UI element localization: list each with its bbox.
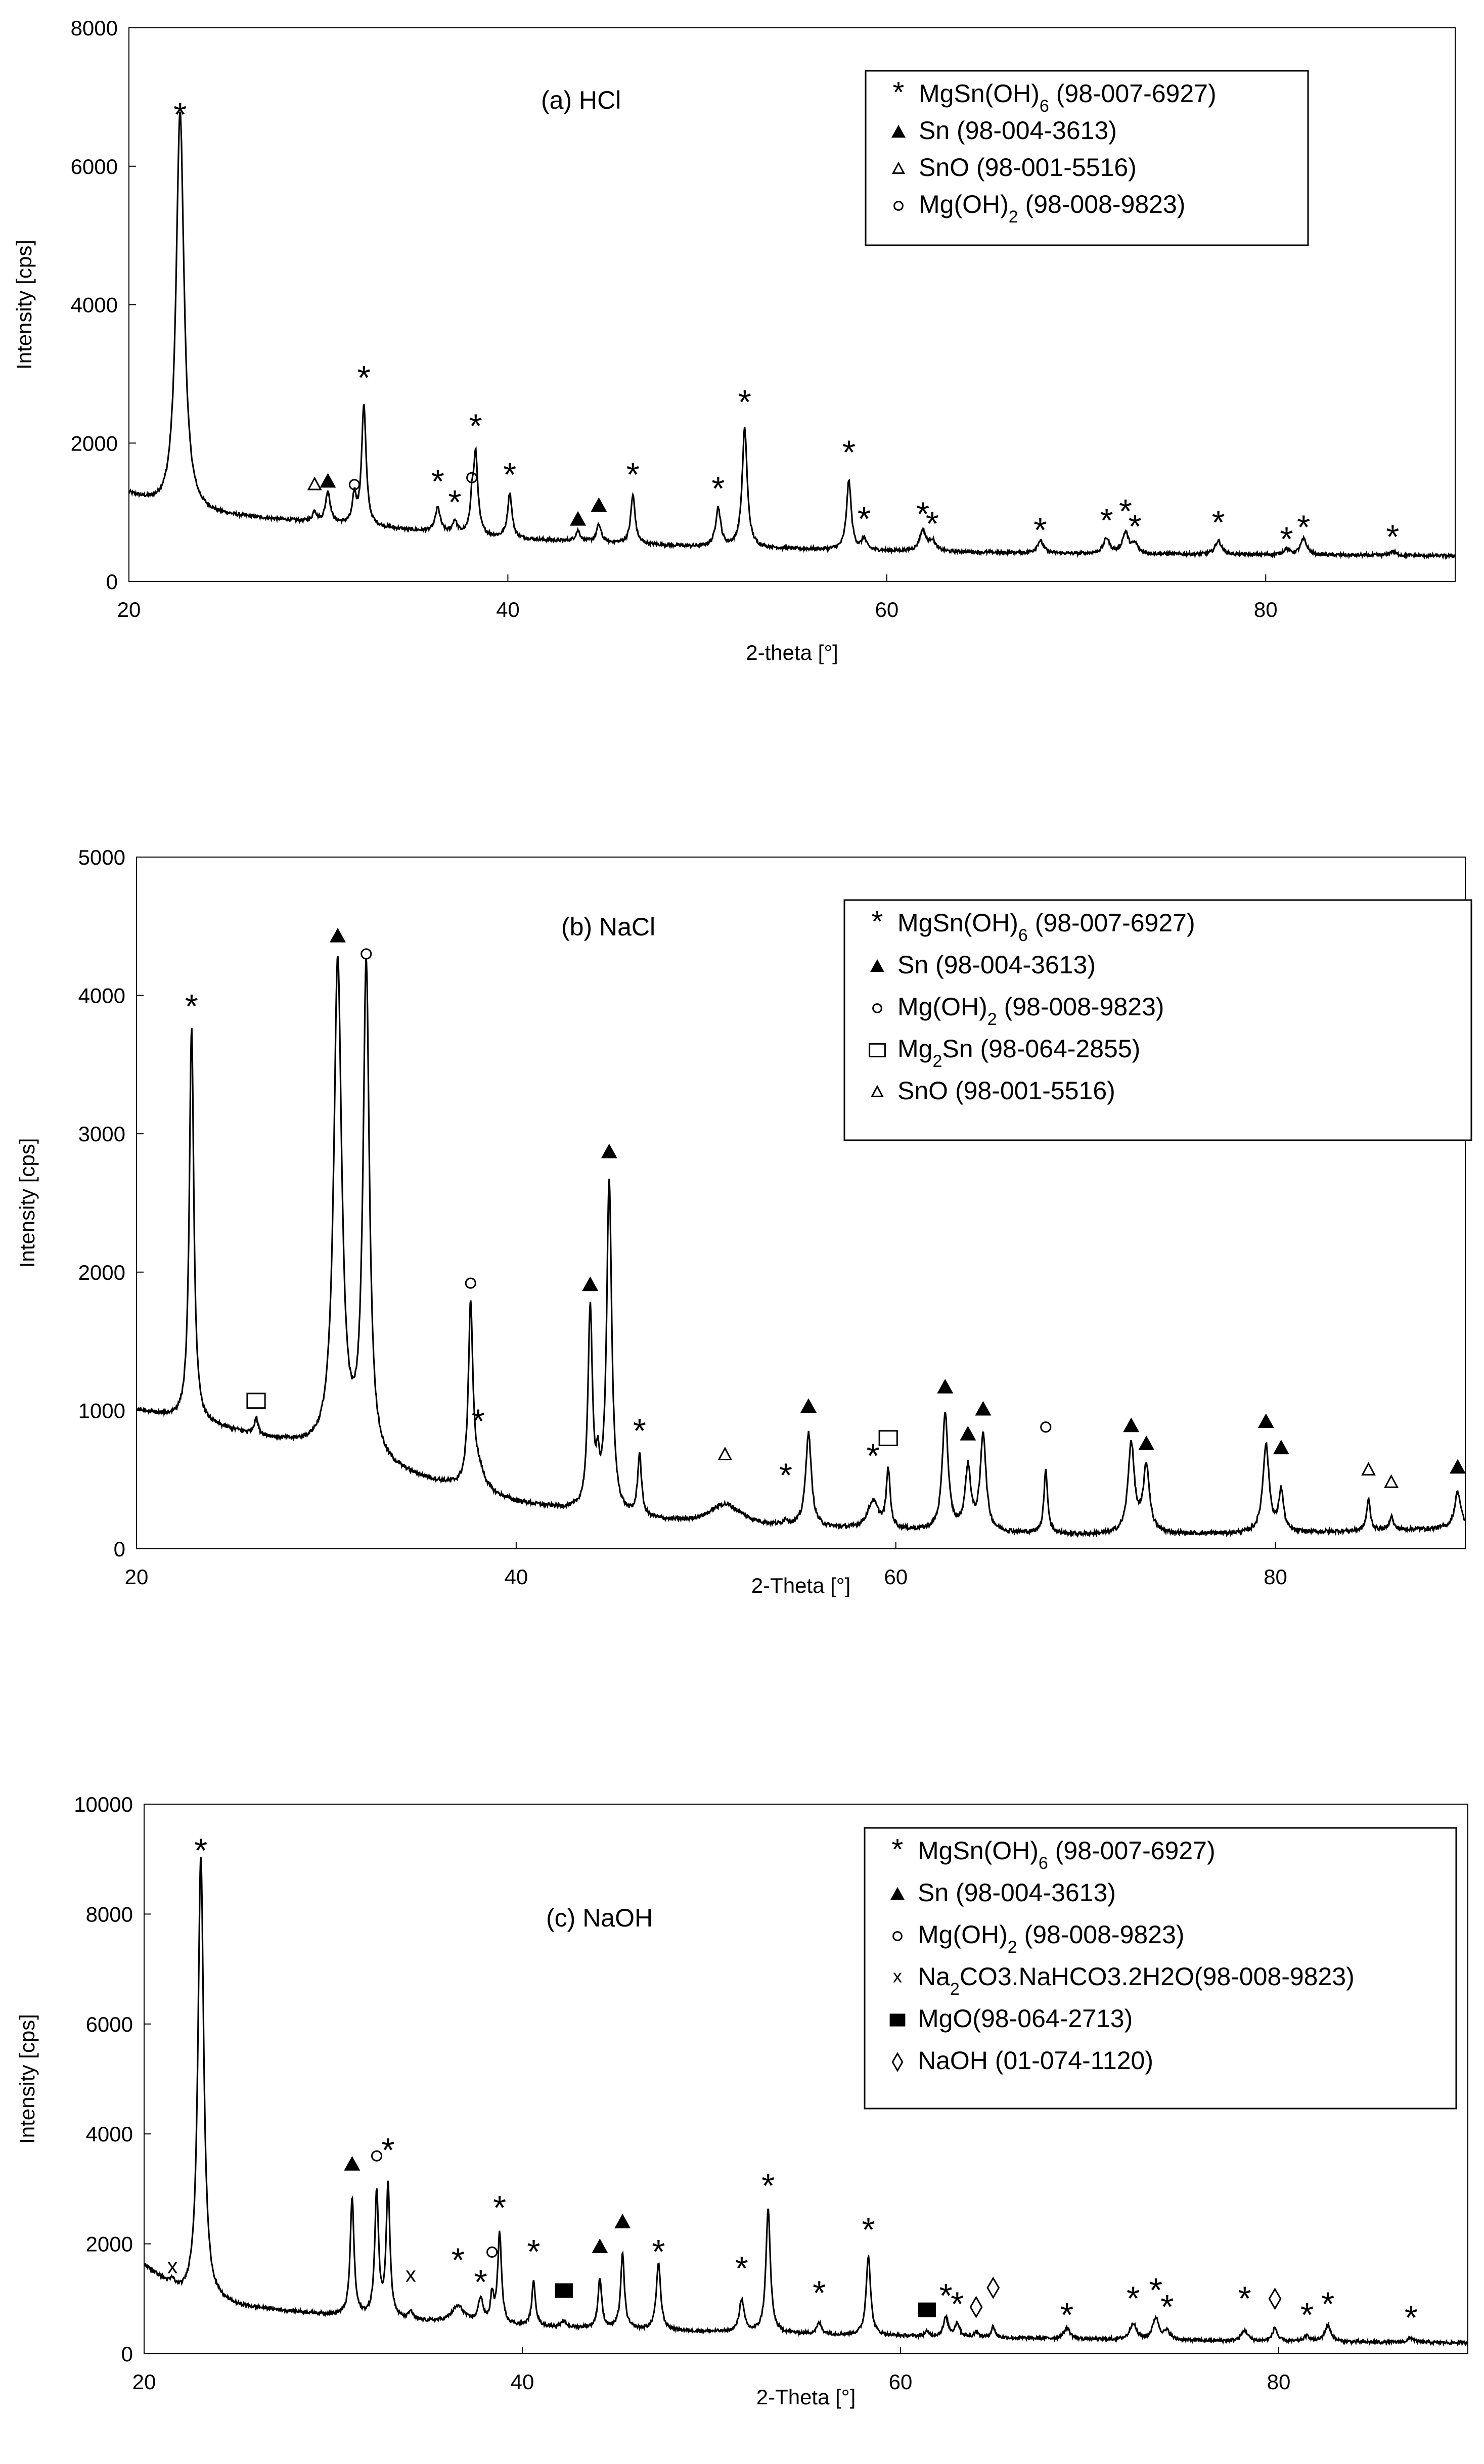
y-tick-label: 4000 <box>78 983 125 1008</box>
y-tick-label: 6000 <box>85 2012 133 2036</box>
legend-entry: $Mg(OH)_2$ (98-008-9823) <box>918 1920 1185 1957</box>
legend-symbol-star: * <box>891 1833 904 1866</box>
peak-marker-star: * <box>173 96 187 134</box>
legend-symbol-star: * <box>892 76 905 109</box>
peak-marker-triangle-filled <box>975 1401 991 1416</box>
peak-marker-diamond-open <box>987 2278 999 2297</box>
peak-marker-triangle-open <box>308 478 321 489</box>
legend-entry: $Mg(OH)_2$ (98-008-9823) <box>897 993 1164 1029</box>
peak-marker-triangle-filled <box>1138 1436 1154 1450</box>
peak-marker-star: * <box>1297 508 1311 547</box>
peak-marker-star: * <box>813 2274 826 2312</box>
legend-entry: Sn (98-004-3613) <box>918 1878 1116 1907</box>
y-tick-label: 0 <box>106 570 118 594</box>
peak-marker-triangle-filled <box>1273 1440 1289 1454</box>
x-tick-label: 60 <box>875 598 899 621</box>
x-tick-label: 40 <box>510 2370 534 2394</box>
peak-marker-square-open <box>879 1431 897 1446</box>
legend-entry: MgO(98-064-2713) <box>918 2004 1133 2033</box>
chart-panel-3 <box>15 1793 1468 2409</box>
y-tick-label: 3000 <box>78 1122 125 1146</box>
peak-marker-star: * <box>1211 503 1225 542</box>
peak-marker-triangle-filled <box>960 1426 976 1441</box>
x-tick-label: 80 <box>1264 1565 1287 1589</box>
y-tick-label: 5000 <box>78 845 125 869</box>
peak-marker-star: * <box>1321 2285 1335 2323</box>
y-tick-label: 6000 <box>70 154 118 178</box>
x-axis-title: 2-Theta [°] <box>756 2385 856 2409</box>
peak-marker-star: * <box>1060 2296 1074 2335</box>
peak-marker-circle-open <box>487 2247 497 2257</box>
peak-marker-x: x <box>167 2254 178 2278</box>
peak-marker-star: * <box>626 456 640 494</box>
peak-marker-star: * <box>951 2285 964 2323</box>
peak-marker-square-filled <box>918 2303 936 2317</box>
peak-marker-triangle-filled <box>570 511 586 526</box>
peak-marker-star: * <box>448 483 462 522</box>
peak-marker-star: * <box>711 469 725 508</box>
peak-marker-diamond-open <box>970 2297 981 2316</box>
peak-marker-star: * <box>652 2233 665 2271</box>
peak-marker-triangle-filled <box>601 1144 617 1158</box>
panel-title: (a) HCl <box>541 86 621 114</box>
peak-marker-circle-open <box>362 949 371 959</box>
peak-marker-star: * <box>1126 2279 1140 2318</box>
peak-marker-star: * <box>381 2131 395 2170</box>
y-tick-label: 0 <box>113 1537 125 1561</box>
y-tick-label: 8000 <box>70 16 118 40</box>
x-tick-label: 80 <box>1253 598 1278 621</box>
x-tick-label: 20 <box>124 1565 149 1589</box>
peak-marker-star: * <box>939 2277 953 2315</box>
peak-marker-star: * <box>761 2167 775 2205</box>
chart-panel-2 <box>15 845 1471 1597</box>
peak-marker-star: * <box>1160 2288 1174 2326</box>
peak-marker-star: * <box>469 407 482 445</box>
peak-marker-circle-open <box>372 2151 381 2161</box>
peak-marker-star: * <box>527 2233 541 2271</box>
peak-marker-star: * <box>431 463 444 501</box>
legend-symbol-star: * <box>871 905 883 938</box>
peak-marker-star: * <box>474 2263 487 2301</box>
legend-entry: $Mg_2Sn$ (98-064-2855) <box>897 1035 1141 1071</box>
x-tick-label: 40 <box>504 1565 528 1589</box>
peak-marker-star: * <box>866 1437 880 1475</box>
legend-entry: $MgSn(OH)_6$ (98-007-6927) <box>897 909 1195 945</box>
peak-marker-triangle-open <box>1385 1476 1398 1487</box>
peak-marker-star: * <box>1128 508 1142 546</box>
peak-marker-triangle-filled <box>800 1398 817 1413</box>
peak-marker-star: * <box>185 987 198 1025</box>
peak-marker-star: * <box>357 359 371 397</box>
y-tick-label: 4000 <box>70 293 118 317</box>
legend-entry: SnO (98-001-5516) <box>897 1077 1115 1105</box>
x-axis-title: 2-Theta [°] <box>751 1574 851 1597</box>
legend <box>844 900 1471 1140</box>
peak-marker-triangle-filled <box>591 497 607 512</box>
legend-entry: $Mg(OH)_2$ (98-008-9823) <box>919 190 1186 227</box>
peak-marker-triangle-filled <box>1258 1413 1274 1428</box>
peak-marker-triangle-filled <box>1450 1459 1466 1474</box>
peak-marker-square-filled <box>555 2283 573 2298</box>
peak-marker-star: * <box>925 505 939 543</box>
chart-panel-1 <box>12 16 1455 664</box>
peak-marker-circle-open <box>1041 1422 1051 1432</box>
peak-marker-circle-open <box>466 1278 475 1288</box>
peak-marker-star: * <box>451 2241 465 2279</box>
panel-title: (b) NaCl <box>561 913 656 941</box>
y-axis-title: Intensity [cps] <box>15 2014 39 2144</box>
peak-marker-triangle-filled <box>592 2238 608 2253</box>
peak-marker-triangle-filled <box>582 1276 598 1291</box>
legend-entry: SnO (98-001-5516) <box>919 153 1137 182</box>
peak-marker-square-open <box>247 1394 265 1408</box>
panel-title: (c) NaOH <box>546 1904 653 1932</box>
legend-entry: Sn (98-004-3613) <box>919 116 1117 145</box>
peak-marker-star: * <box>503 456 517 494</box>
legend-entry: NaOH (01-074-1120) <box>918 2046 1153 2075</box>
y-tick-label: 0 <box>121 2342 133 2366</box>
legend-symbol-x: x <box>892 1965 903 1987</box>
legend-entry: $Na_2CO3.NaHCO3.2H2O(98-008-9823)$ <box>918 1962 1355 1999</box>
y-axis-title: Intensity [cps] <box>15 1138 39 1268</box>
peak-marker-triangle-filled <box>614 2214 631 2228</box>
y-tick-label: 10000 <box>74 1793 133 1816</box>
peak-marker-star: * <box>1033 511 1047 549</box>
peak-marker-star: * <box>735 2249 748 2288</box>
peak-marker-star: * <box>471 1402 485 1441</box>
x-tick-label: 40 <box>496 598 520 621</box>
peak-marker-diamond-open <box>1269 2289 1280 2308</box>
peak-marker-x: x <box>405 2262 416 2287</box>
peak-marker-triangle-filled <box>937 1379 953 1394</box>
peak-marker-star: * <box>738 383 751 421</box>
x-tick-label: 20 <box>132 2370 156 2394</box>
x-tick-label: 60 <box>888 2370 913 2394</box>
legend-entry: $MgSn(OH)_6$ (98-007-6927) <box>918 1836 1216 1873</box>
peak-marker-star: * <box>862 2211 875 2249</box>
legend-symbol-square-filled <box>890 2013 906 2026</box>
peak-marker-star: * <box>194 1831 208 1870</box>
y-tick-label: 2000 <box>78 1260 125 1284</box>
peak-marker-star: * <box>1149 2271 1162 2310</box>
legend-entry: Sn (98-004-3613) <box>897 951 1096 979</box>
y-tick-label: 2000 <box>85 2232 133 2256</box>
peak-marker-star: * <box>1100 501 1113 540</box>
peak-marker-star: * <box>493 2189 507 2227</box>
legend <box>866 71 1308 245</box>
legend <box>865 1828 1456 2109</box>
peak-marker-star: * <box>1300 2296 1314 2335</box>
y-tick-label: 8000 <box>85 1902 133 1927</box>
peak-marker-star: * <box>857 500 871 539</box>
peak-marker-star: * <box>842 433 856 472</box>
legend-entry: $MgSn(OH)_6$ (98-007-6927) <box>919 79 1217 116</box>
peak-marker-triangle-filled <box>330 928 346 943</box>
peak-marker-triangle-filled <box>1123 1417 1139 1432</box>
x-tick-label: 80 <box>1267 2370 1291 2394</box>
x-tick-label: 60 <box>884 1565 908 1589</box>
peak-marker-star: * <box>1386 518 1400 556</box>
x-axis-title: 2-theta [°] <box>746 641 838 664</box>
y-tick-label: 1000 <box>78 1399 125 1423</box>
peak-marker-triangle-open <box>719 1448 731 1459</box>
peak-marker-triangle-filled <box>320 473 336 488</box>
peak-marker-star: * <box>916 495 930 533</box>
peak-marker-star: * <box>1280 520 1293 558</box>
y-axis-title: Intensity [cps] <box>12 240 36 370</box>
peak-marker-star: * <box>1404 2299 1418 2337</box>
peak-marker-star: * <box>779 1456 793 1495</box>
peak-marker-star: * <box>1118 492 1133 531</box>
y-tick-label: 4000 <box>85 2122 133 2146</box>
peak-marker-triangle-open <box>1363 1463 1375 1474</box>
peak-marker-star: * <box>633 1412 646 1450</box>
y-tick-label: 2000 <box>70 431 118 456</box>
peak-marker-triangle-filled <box>344 2156 360 2171</box>
peak-marker-star: * <box>1238 2279 1251 2318</box>
x-tick-label: 20 <box>117 598 141 621</box>
